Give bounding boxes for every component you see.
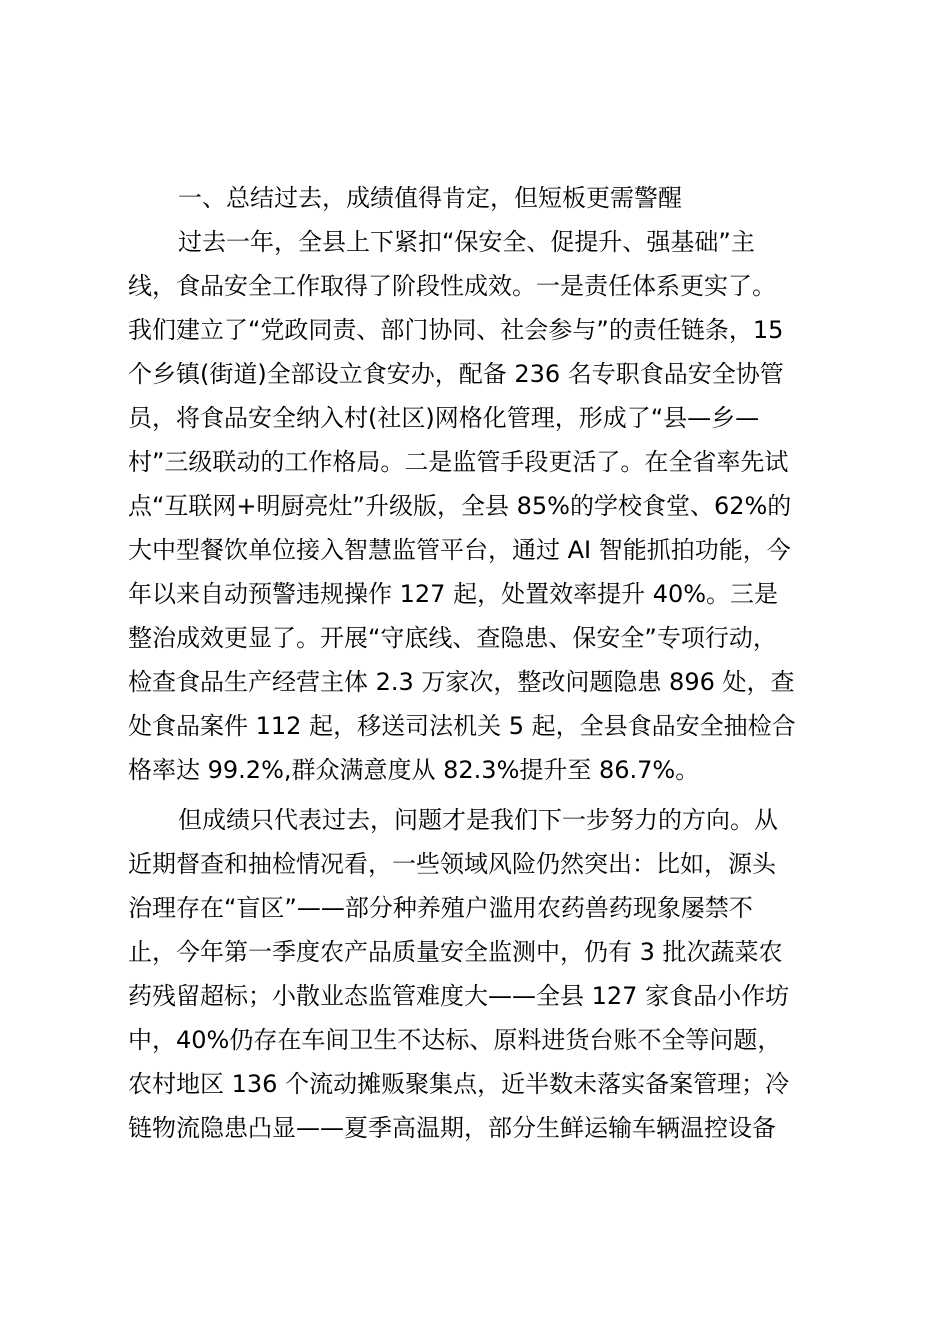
paragraph1-line: 处食品案件 112 起，移送司法机关 5 起，全县食品安全抽检合	[128, 712, 796, 740]
paragraph2-line: 链物流隐患凸显——夏季高温期，部分生鲜运输车辆温控设备	[128, 1114, 776, 1142]
paragraph2-line: 农村地区 136 个流动摊贩聚集点，近半数未落实备案管理；冷	[128, 1070, 790, 1098]
paragraph2-line: 但成绩只代表过去，问题才是我们下一步努力的方向。从	[178, 806, 778, 834]
paragraph1-line: 格率达 99.2%,群众满意度从 82.3%提升至 86.7%。	[128, 756, 700, 784]
paragraph1-line: 村”三级联动的工作格局。二是监管手段更活了。在全省率先试	[128, 448, 789, 476]
paragraph1-line: 年以来自动预警违规操作 127 起，处置效率提升 40%。三是	[128, 580, 779, 608]
paragraph2-line: 中，40%仍存在车间卫生不达标、原料进货台账不全等问题，	[128, 1026, 782, 1054]
paragraph1-line: 我们建立了“党政同责、部门协同、社会参与”的责任链条，15	[128, 316, 784, 344]
section-heading: 一、总结过去，成绩值得肯定，但短板更需警醒	[178, 184, 682, 212]
paragraph1-line: 检查食品生产经营主体 2.3 万家次，整改问题隐患 896 处，查	[128, 668, 795, 696]
paragraph2-line: 药残留超标；小散业态监管难度大——全县 127 家食品小作坊	[128, 982, 790, 1010]
paragraph1-line: 整治成效更显了。开展“守底线、查隐患、保安全”专项行动，	[128, 624, 777, 652]
paragraph2-line: 治理存在“盲区”——部分种养殖户滥用农药兽药现象屡禁不	[128, 894, 753, 922]
paragraph1-line: 个乡镇(街道)全部设立食安办，配备 236 名专职食品安全协管	[128, 360, 784, 388]
paragraph1-line: 线，食品安全工作取得了阶段性成效。一是责任体系更实了。	[128, 272, 776, 300]
paragraph1-line: 员，将食品安全纳入村(社区)网格化管理，形成了“县—乡—	[128, 404, 760, 432]
paragraph2-line: 近期督查和抽检情况看，一些领域风险仍然突出：比如，源头	[128, 850, 776, 878]
paragraph1-line: 过去一年，全县上下紧扣“保安全、促提升、强基础”主	[178, 228, 755, 256]
paragraph2-line: 止，今年第一季度农产品质量安全监测中，仍有 3 批次蔬菜农	[128, 938, 783, 966]
paragraph1-line: 大中型餐饮单位接入智慧监管平台，通过 AI 智能抓拍功能，今	[128, 536, 791, 564]
paragraph1-line: 点“互联网+明厨亮灶”升级版，全县 85%的学校食堂、62%的	[128, 492, 792, 520]
